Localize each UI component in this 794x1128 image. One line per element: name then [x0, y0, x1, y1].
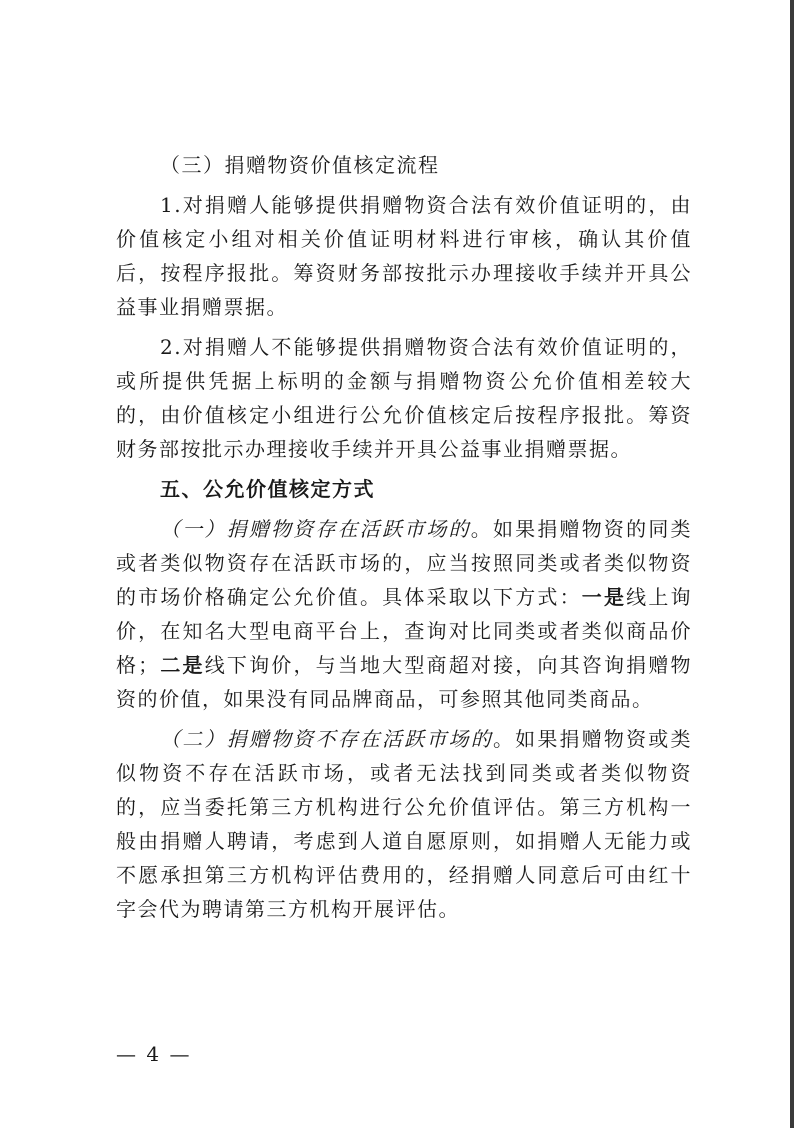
text-run: 格； [116, 653, 160, 677]
text-run: 线下询价，与当地大型商超对接，向其咨询捐赠物 [204, 653, 693, 677]
text-run: 线上询 [626, 585, 693, 609]
paragraph-no-active-market [116, 722, 692, 926]
text-line [116, 580, 692, 614]
text-run: 。如果捐赠物资的同类 [470, 517, 693, 541]
chapter-heading: 五、公允价值核定方式 [160, 477, 375, 501]
text-line: 的，由价值核定小组进行公允价值核定后按程序报批。筹资 [116, 403, 692, 427]
text-line [116, 648, 692, 682]
text-line: 字会代为聘请第三方机构开展评估。 [116, 897, 460, 921]
text-line [116, 512, 692, 546]
text-line: 益事业捐赠票据。 [116, 295, 288, 319]
text-run: 。如果捐赠物资或类 [492, 727, 693, 751]
text-line: 或者类似物资存在活跃市场的，应当按照同类或者类似物资 [116, 551, 692, 575]
text-run: 的市场价格确定公允价值。具体采取以下方式： [116, 585, 582, 609]
emphasis-second: 二是 [159, 653, 205, 677]
text-line: 似物资不存在活跃市场，或者无法找到同类或者类似物资 [116, 761, 692, 785]
page-number: — 4 — [116, 1042, 192, 1066]
text-line: 2.对捐赠人不能够提供捐赠物资合法有效价值证明的， [160, 335, 692, 359]
paragraph-no-value-proof [116, 330, 692, 466]
paragraph-value-proof [116, 188, 692, 324]
paragraph-active-market [116, 512, 692, 716]
subsection-lead: （一）捐赠物资存在活跃市场的 [160, 517, 471, 541]
text-line: 般由捐赠人聘请，考虑到人道自愿原则，如捐赠人无能力或 [116, 829, 692, 853]
section-heading: （三）捐赠物资价值核定流程 [160, 153, 440, 177]
subsection-lead: （二）捐赠物资不存在活跃市场的 [160, 727, 493, 751]
emphasis-first: 一是 [581, 585, 627, 609]
text-line: 1.对捐赠人能够提供捐赠物资合法有效价值证明的，由 [160, 193, 692, 217]
text-line: 的，应当委托第三方机构进行公允价值评估。第三方机构一 [116, 795, 692, 819]
text-line: 财务部按批示办理接收手续并开具公益事业捐赠票据。 [116, 437, 632, 461]
text-line: 或所提供凭据上标明的金额与捐赠物资公允价值相差较大 [116, 369, 692, 393]
document-body [116, 148, 692, 926]
text-line [116, 722, 692, 756]
text-line: 后，按程序报批。筹资财务部按批示办理接收手续并开具公 [116, 261, 692, 285]
text-line: 资的价值，如果没有同品牌商品，可参照其他同类商品。 [116, 687, 654, 711]
text-line: 价值核定小组对相关价值证明材料进行审核，确认其价值 [116, 227, 692, 251]
text-line: 不愿承担第三方机构评估费用的，经捐赠人同意后可由红十 [116, 863, 692, 887]
text-line: 价，在知名大型电商平台上，查询对比同类或者类似商品价 [116, 619, 692, 643]
